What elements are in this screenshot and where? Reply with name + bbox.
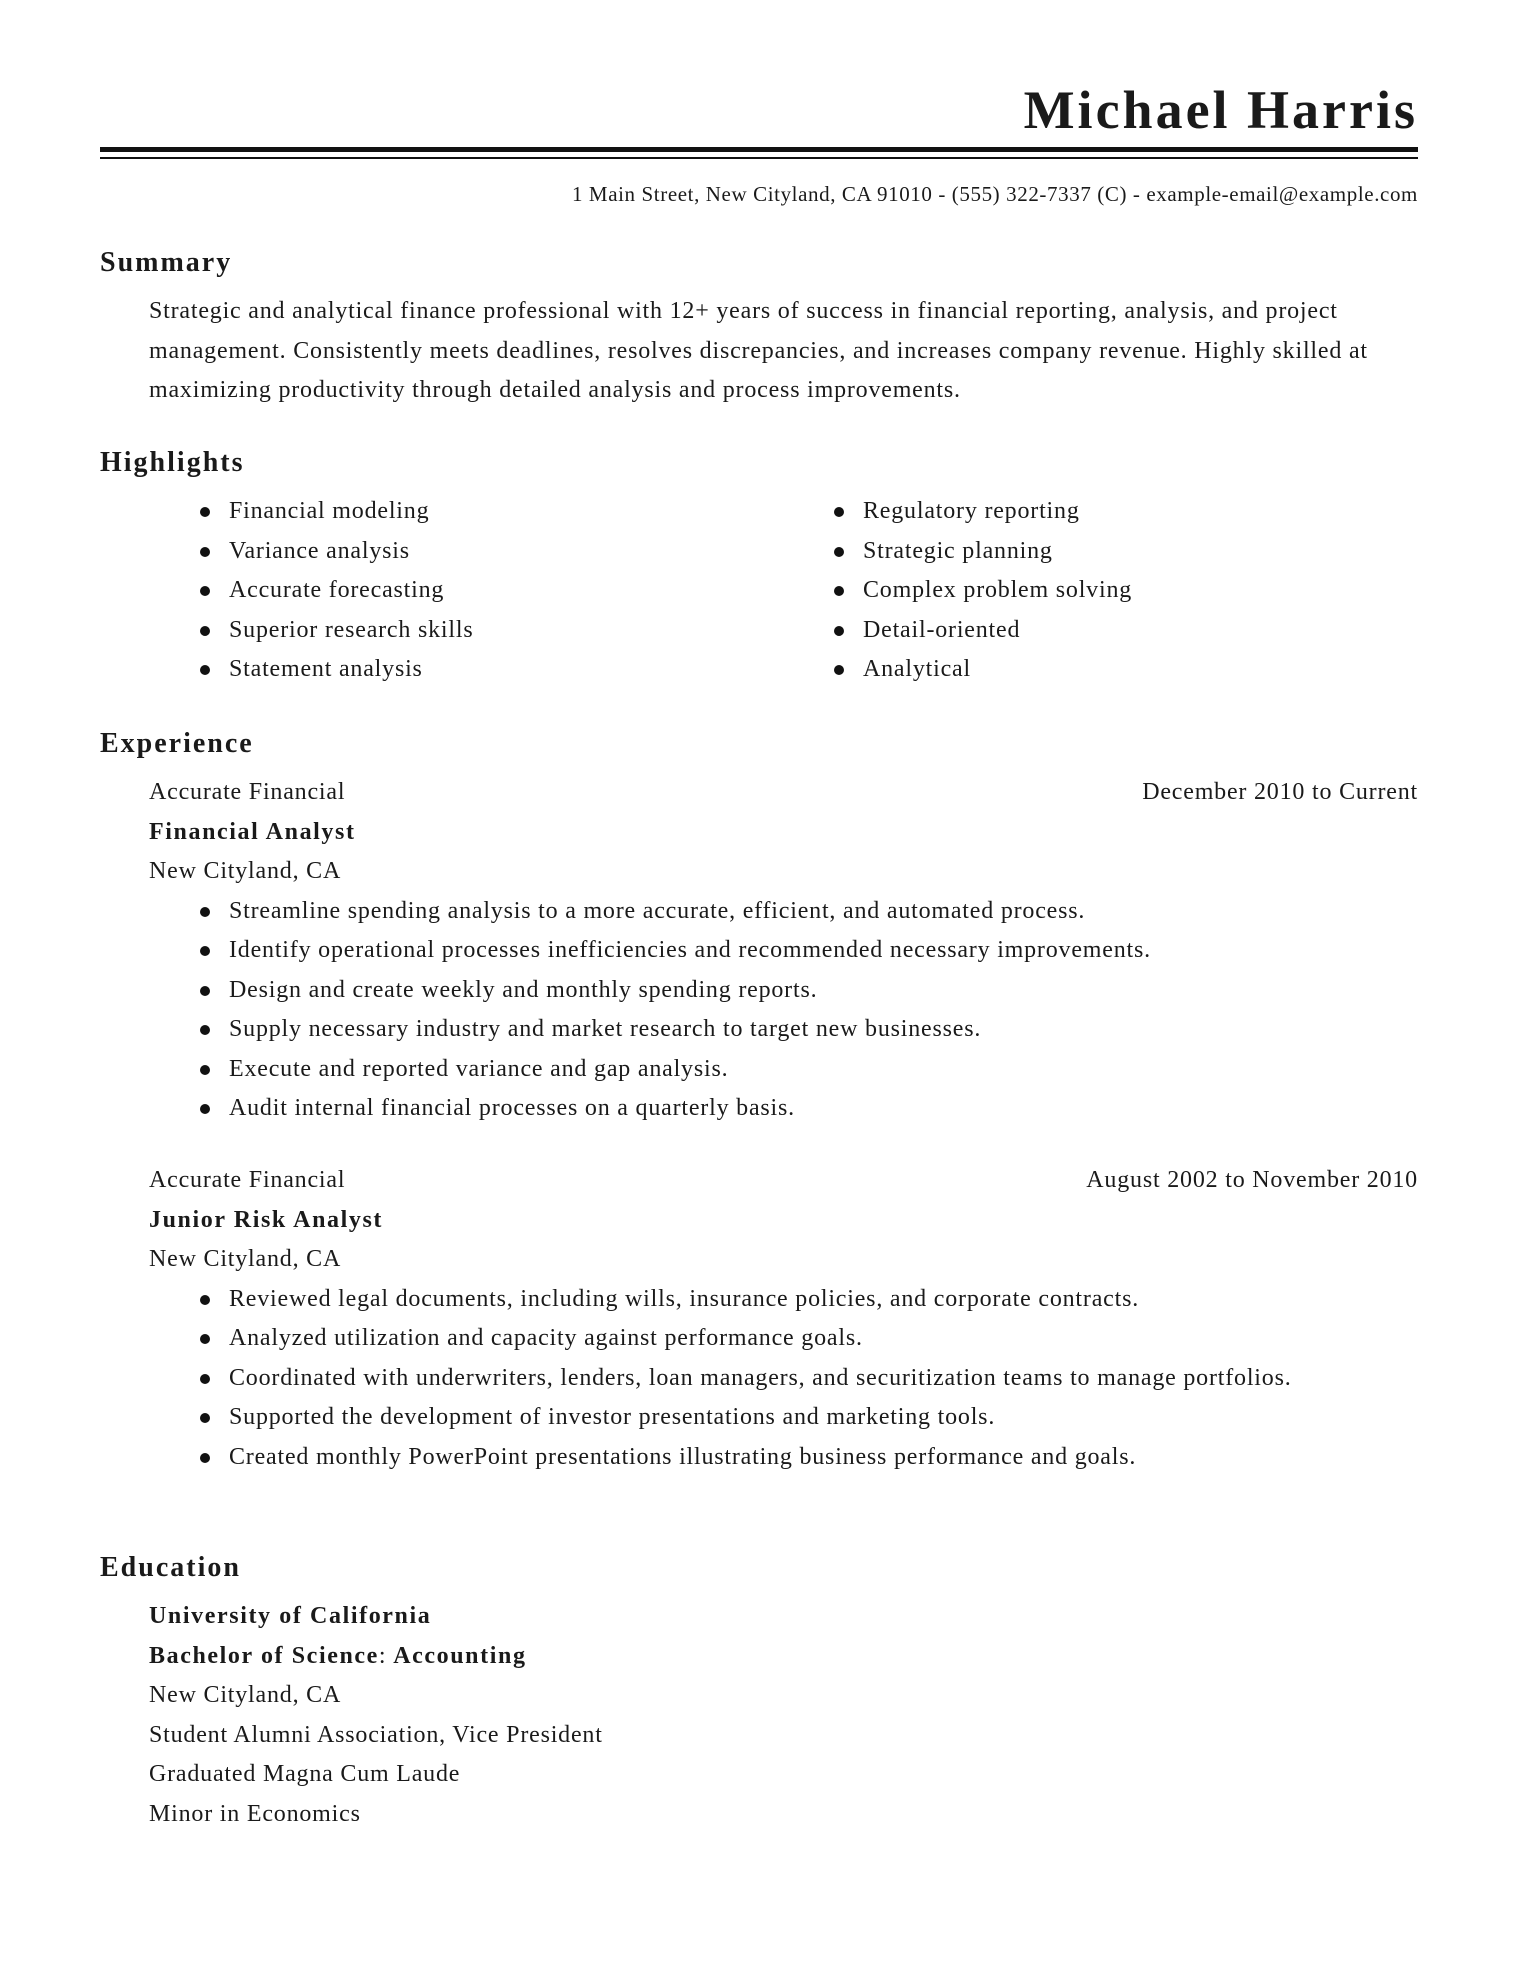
bullet-icon: [200, 547, 210, 557]
job-bullet: Coordinated with underwriters, lenders, loan managers, and securitization teams to manage portfolios.: [200, 1359, 1350, 1399]
job-location: New Cityland, CA: [149, 1246, 342, 1272]
bullet-icon: [200, 1025, 210, 1035]
job-dates: August 2002 to November 2010: [1086, 1167, 1418, 1193]
bullet-icon: [200, 626, 210, 636]
highlights-list-right: [834, 492, 1334, 690]
bullet-icon: [200, 1453, 210, 1463]
job-company: Accurate Financial: [149, 1167, 346, 1193]
job-company: Accurate Financial: [149, 779, 346, 805]
job-entry: [149, 1161, 1418, 1477]
job-bullet: Audit internal financial processes on a quarterly basis.: [200, 1089, 1350, 1129]
bullet-icon: [834, 547, 844, 557]
job-bullet: Execute and reported variance and gap analysis.: [200, 1050, 1350, 1090]
highlight-item: Statement analysis: [200, 650, 700, 690]
header-divider-thick: [100, 147, 1418, 152]
experience-heading: Experience: [100, 728, 254, 759]
job-bullets: [200, 892, 1350, 1129]
bullet-icon: [834, 586, 844, 596]
job-bullet: Reviewed legal documents, including wills, insurance policies, and corporate contracts.: [200, 1280, 1350, 1320]
highlight-item: Analytical: [834, 650, 1334, 690]
job-header-row: [149, 773, 1418, 813]
bullet-icon: [200, 1104, 210, 1114]
highlight-item: Financial modeling: [200, 492, 700, 532]
bullet-icon: [834, 626, 844, 636]
education-location: New Cityland, CA: [149, 1682, 342, 1708]
bullet-icon: [200, 586, 210, 596]
education-detail: Student Alumni Association, Vice President: [149, 1721, 603, 1748]
highlight-item: Detail-oriented: [834, 611, 1334, 651]
job-title: Financial Analyst: [149, 818, 356, 845]
bullet-icon: [200, 1334, 210, 1344]
education-heading: Education: [100, 1552, 241, 1583]
header-divider-thin: [100, 157, 1418, 159]
education-major: Accounting: [393, 1642, 527, 1669]
education-degree-line: [149, 1637, 603, 1677]
education-school: University of California: [149, 1603, 432, 1629]
summary-heading: Summary: [100, 247, 233, 278]
highlights-list-left: [200, 492, 700, 690]
highlight-item: Superior research skills: [200, 611, 700, 651]
bullet-icon: [200, 1295, 210, 1305]
highlight-item: Regulatory reporting: [834, 492, 1334, 532]
job-bullets: [200, 1280, 1350, 1478]
highlight-item: Accurate forecasting: [200, 571, 700, 611]
bullet-icon: [200, 907, 210, 917]
job-bullet: Supply necessary industry and market research to target new businesses.: [200, 1010, 1350, 1050]
job-title: Junior Risk Analyst: [149, 1206, 384, 1233]
education-separator: :: [378, 1642, 394, 1669]
job-location: New Cityland, CA: [149, 858, 342, 884]
education-degree: Bachelor of Science: [149, 1642, 379, 1669]
job-bullet: Created monthly PowerPoint presentations illustrating business performance and goals.: [200, 1438, 1350, 1478]
job-bullet: Supported the development of investor presentations and marketing tools.: [200, 1398, 1350, 1438]
candidate-name: Michael Harris: [1023, 80, 1418, 140]
job-bullet: Design and create weekly and monthly spending reports.: [200, 971, 1350, 1011]
job-bullet: Streamline spending analysis to a more accurate, efficient, and automated process.: [200, 892, 1350, 932]
bullet-icon: [200, 665, 210, 675]
bullet-icon: [200, 946, 210, 956]
job-entry: [149, 773, 1418, 1129]
contact-line: 1 Main Street, New Cityland, CA 91010 - (555) 322-7337 (C) - example-email@example.com: [571, 182, 1418, 206]
education-detail: Graduated Magna Cum Laude: [149, 1761, 461, 1787]
job-header-row: [149, 1161, 1418, 1201]
highlight-item: Complex problem solving: [834, 571, 1334, 611]
bullet-icon: [200, 507, 210, 517]
job-bullet: Identify operational processes inefficiencies and recommended necessary improvements.: [200, 931, 1350, 971]
highlight-item: Strategic planning: [834, 532, 1334, 572]
bullet-icon: [200, 1413, 210, 1423]
education-detail: Minor in Economics: [149, 1800, 361, 1827]
bullet-icon: [200, 1065, 210, 1075]
highlight-item: Variance analysis: [200, 532, 700, 572]
bullet-icon: [200, 1374, 210, 1384]
bullet-icon: [200, 986, 210, 996]
highlights-heading: Highlights: [100, 447, 245, 478]
bullet-icon: [834, 665, 844, 675]
summary-text: Strategic and analytical finance professional with 12+ years of success in financial reporting, analysis, and project management. Consistently meets deadlines, resolves discrepancies, and increases company revenue. Highly skilled at maximizing productivity through detailed analysis and process improvements.: [149, 298, 1368, 403]
bullet-icon: [834, 507, 844, 517]
education-entry: [149, 1597, 603, 1834]
job-dates: December 2010 to Current: [1142, 779, 1418, 805]
job-bullet: Analyzed utilization and capacity against performance goals.: [200, 1319, 1350, 1359]
